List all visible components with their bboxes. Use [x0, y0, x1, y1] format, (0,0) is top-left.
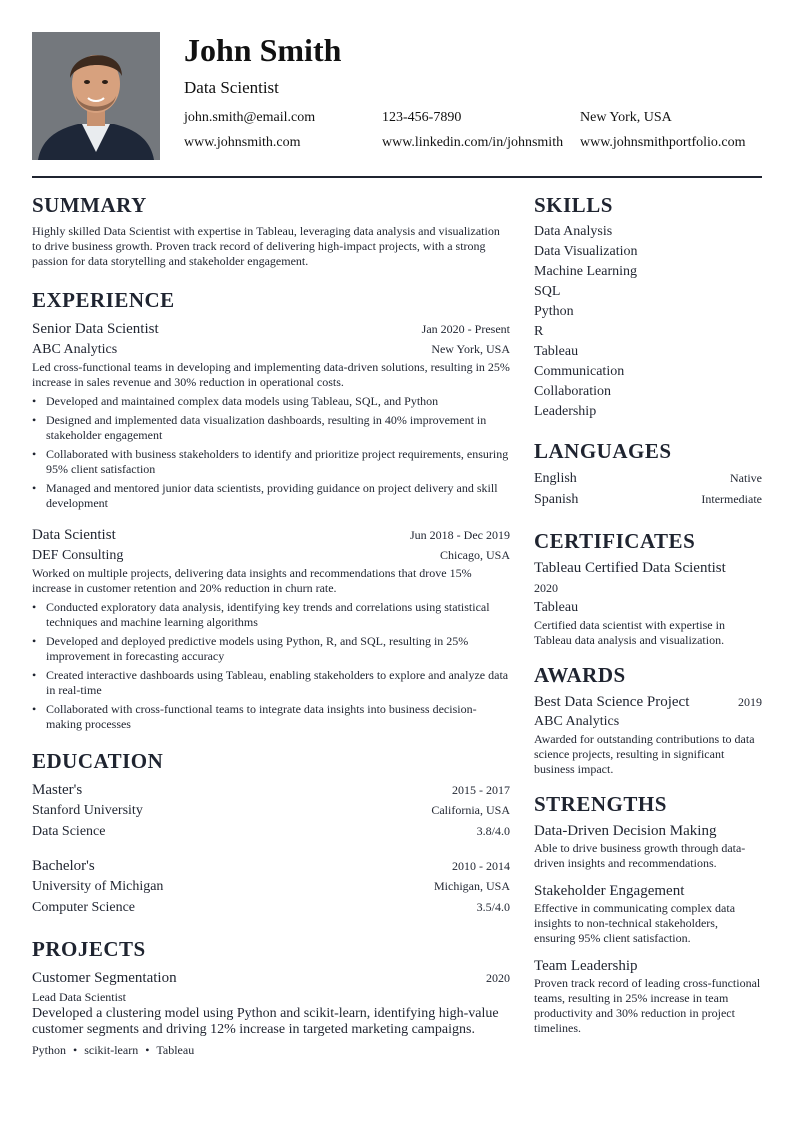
skills-section [534, 192, 762, 422]
section-heading: CERTIFICATES [534, 529, 696, 553]
job-role: Senior Data Scientist [32, 321, 159, 337]
strength-description: Proven track record of leading cross-functional teams, resulting in 25% increase in team productivity and 30% reduction in project timelines. [534, 976, 761, 1035]
section-heading: SUMMARY [32, 193, 147, 217]
list-item: • Created interactive dashboards using Tableau, enabling stakeholders to explore and analyze data in real-time [32, 668, 510, 698]
field-of-study: Computer Science [32, 900, 136, 915]
left-column [32, 192, 510, 1072]
gpa: 3.8/4.0 [476, 824, 510, 838]
section-heading: STRENGTHS [534, 792, 667, 816]
school: Stanford University [32, 803, 143, 818]
project-entry [32, 968, 510, 1058]
job-role: Data Scientist [32, 527, 116, 543]
section-heading: EXPERIENCE [32, 288, 175, 312]
project-description: Developed a clustering model using Python and scikit-learn, identifying high-value customer segments and driving 12% increase in targeted marketing campaigns. [32, 1006, 499, 1037]
candidate-name: John Smith [184, 32, 342, 68]
school-location: Michigan, USA [434, 879, 510, 893]
skill-item: Python [534, 304, 574, 319]
section-heading: AWARDS [534, 663, 626, 687]
project-name: Customer Segmentation [32, 970, 177, 986]
strength-entry [534, 956, 762, 1036]
tag-separator: • [73, 1043, 78, 1057]
certificate-description: Certified data scientist with expertise in Tableau data analysis and visualization. [534, 618, 725, 647]
tag: Python [32, 1043, 67, 1057]
skill-item: Collaboration [534, 384, 611, 399]
education-entry [32, 780, 510, 842]
section-heading: SKILLS [534, 193, 613, 217]
skill-item: SQL [534, 284, 561, 299]
job-entry [32, 319, 510, 511]
experience-section [32, 287, 510, 732]
strength-entry [534, 881, 762, 946]
list-item: • Collaborated with cross-functional teams to integrate data insights into business decision-making processes [32, 702, 510, 732]
section-heading: EDUCATION [32, 749, 164, 773]
list-item: • Developed and deployed predictive models using Python, R, and SQL, resulting in 25% improvement in forecasting accuracy [32, 634, 510, 664]
phone-number: 123-456-7890 [382, 110, 462, 125]
tag-separator: • [145, 1043, 150, 1057]
job-dates: Jan 2020 - Present [421, 322, 510, 336]
language-name: Spanish [534, 492, 579, 507]
job-bullets [32, 394, 510, 511]
skill-item: Machine Learning [534, 264, 638, 279]
skill-item: Data Visualization [534, 244, 638, 259]
education-dates: 2015 - 2017 [452, 783, 510, 797]
education-entry [32, 856, 510, 918]
job-company: DEF Consulting [32, 548, 124, 563]
certificate-name: Tableau Certified Data Scientist [534, 560, 726, 576]
award-description: Awarded for outstanding contributions to data science projects, resulting in significant business impact. [534, 732, 755, 776]
location: New York, USA [580, 110, 672, 125]
education-section [32, 748, 510, 918]
strength-entry [534, 821, 762, 871]
list-item: • Designed and implemented data visualization dashboards, resulting in 40% improvement in stakeholder engagement [32, 413, 510, 443]
header-divider [32, 176, 762, 178]
certificate-year: 2020 [534, 581, 558, 595]
linkedin-link[interactable]: www.linkedin.com/in/johnsmith [382, 135, 564, 150]
section-heading: PROJECTS [32, 937, 146, 961]
project-role: Lead Data Scientist [32, 990, 126, 1004]
summary-section [32, 192, 510, 269]
gpa: 3.5/4.0 [476, 900, 510, 914]
strengths-section [534, 791, 762, 1036]
candidate-title: Data Scientist [184, 78, 279, 97]
job-bullets [32, 600, 510, 732]
award-organization: ABC Analytics [534, 714, 620, 729]
degree: Bachelor's [32, 858, 95, 874]
project-year: 2020 [486, 971, 510, 985]
strength-name: Data-Driven Decision Making [534, 823, 717, 839]
skill-item: Leadership [534, 404, 597, 419]
email-link[interactable]: john.smith@email.com [184, 110, 316, 125]
strength-name: Stakeholder Engagement [534, 883, 685, 899]
strength-description: Effective in communicating complex data insights to non-technical stakeholders, ensuring 95% client satisfaction. [534, 901, 736, 945]
list-item: • Managed and mentored junior data scientists, providing guidance on project delivery and skill development [32, 481, 510, 511]
portfolio-link[interactable]: www.johnsmithportfolio.com [580, 135, 746, 150]
tag: scikit-learn [84, 1043, 139, 1057]
language-name: English [534, 471, 577, 486]
skill-item: Communication [534, 364, 625, 379]
profile-photo [32, 32, 160, 160]
job-summary: Worked on multiple projects, delivering data insights and recommendations that drove 15% increase in customer retention and 20% reduction in churn rate. [32, 566, 472, 595]
skill-item: R [534, 324, 544, 339]
summary-text: Highly skilled Data Scientist with expertise in Tableau, leveraging data analysis and visualization to drive business growth. Proven track record of delivering high-impact projects, with a strong passion for data storytelling and stakeholder engagement. [32, 224, 500, 268]
strength-name: Team Leadership [534, 958, 638, 974]
language-level: Intermediate [701, 492, 762, 506]
award-year: 2019 [738, 695, 762, 709]
school: University of Michigan [32, 879, 164, 894]
job-location: New York, USA [431, 342, 510, 356]
list-item: • Collaborated with business stakeholders to identify and prioritize project requirements, ensuring 95% client satisfaction [32, 447, 510, 477]
strength-description: Able to drive business growth through data-driven insights and recommendations. [534, 841, 746, 870]
job-summary: Led cross-functional teams in developing and implementing data-driven solutions, resulting in 25% increase in sales revenue and 30% reduction in operational costs. [32, 360, 510, 389]
person-portrait-icon [32, 32, 160, 160]
language-level: Native [730, 471, 762, 485]
skill-item: Tableau [534, 344, 579, 359]
right-column [534, 192, 762, 1050]
certificate-issuer: Tableau [534, 600, 579, 615]
job-location: Chicago, USA [440, 548, 510, 562]
website-link[interactable]: www.johnsmith.com [184, 135, 301, 150]
school-location: California, USA [431, 803, 510, 817]
education-dates: 2010 - 2014 [452, 859, 510, 873]
resume-header [32, 32, 762, 160]
awards-section [534, 662, 762, 777]
section-heading: LANGUAGES [534, 439, 672, 463]
certificates-section [534, 528, 762, 648]
job-entry [32, 525, 510, 732]
list-item: • Conducted exploratory data analysis, identifying key trends and correlations using statistical techniques and machine learning algorithms [32, 600, 510, 630]
projects-section [32, 936, 510, 1058]
degree: Master's [32, 782, 83, 798]
list-item: • Developed and maintained complex data models using Tableau, SQL, and Python [32, 394, 510, 409]
job-company: ABC Analytics [32, 342, 118, 357]
project-tags [32, 1042, 510, 1058]
job-dates: Jun 2018 - Dec 2019 [410, 528, 510, 542]
tag: Tableau [156, 1043, 195, 1057]
field-of-study: Data Science [32, 824, 106, 839]
skill-item: Data Analysis [534, 224, 613, 239]
award-name: Best Data Science Project [534, 694, 690, 710]
languages-section [534, 438, 762, 510]
